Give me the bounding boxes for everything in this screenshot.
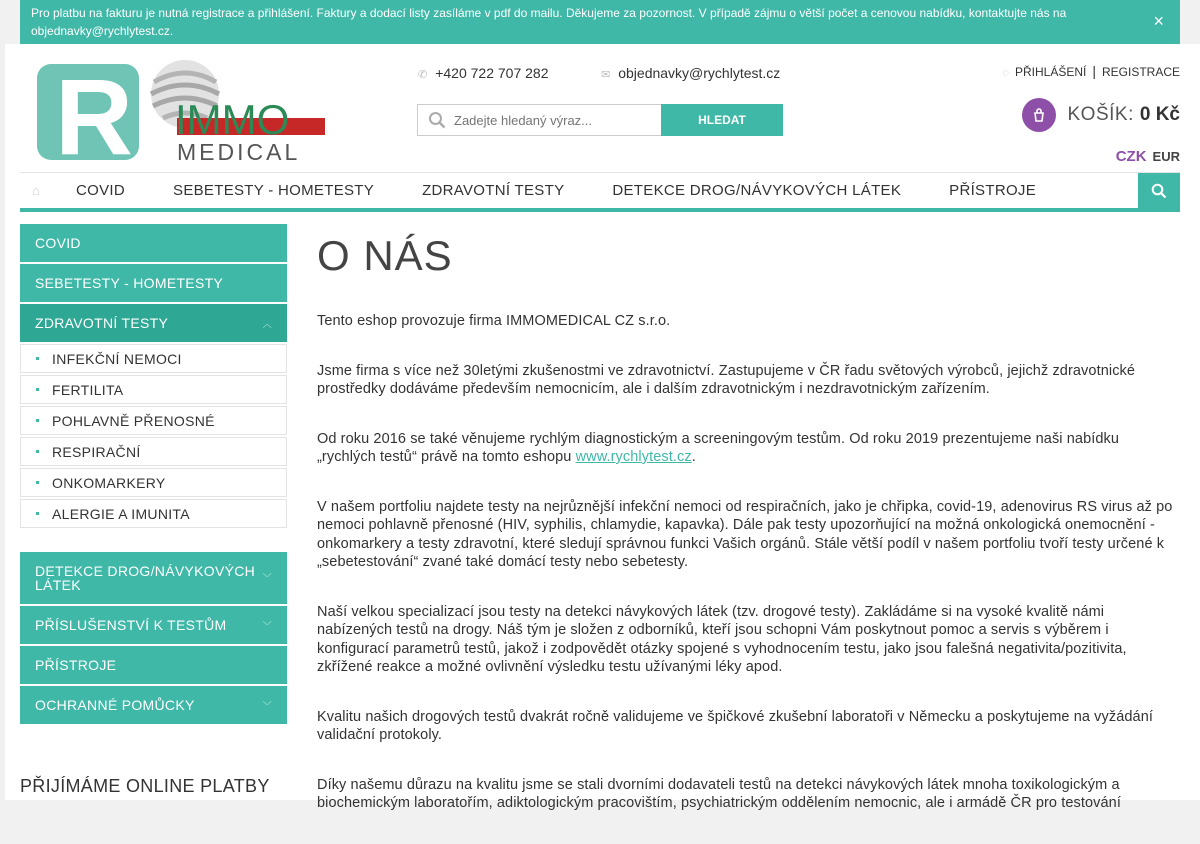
cart-label: KOŠÍK:	[1067, 104, 1134, 125]
bullet-icon	[36, 388, 39, 391]
main-content	[317, 232, 1177, 844]
subcategory-label: ONKOMARKERY	[52, 474, 166, 491]
bullet-icon	[36, 450, 39, 453]
paragraph: Naší velkou specializací jsou testy na detekci návykových látek (tzv. drogové testy). Zakládáme si na vysoké kvalitě námi nabízených testů na drogy. Náš tým je složen z odborníků, kteří jsou schopni Vám poskytnout pomoc a servis s výběrem i konfigurací parametrů testů, jakož i zodpovědět otázky spojené s vyhodnocením testu, jako jsou falešná negativita/pozitivita, zkřížené reakce a možné ovlivnění výsledku testu užívanými léky apod.	[317, 603, 1127, 675]
logo[interactable]	[37, 56, 327, 177]
category-label: COVID	[35, 235, 81, 251]
paragraph	[317, 430, 1177, 467]
page	[5, 44, 1200, 811]
chevron-down-icon: ﹀	[262, 573, 272, 583]
subcategory-label: FERTILITA	[52, 381, 124, 398]
category-label: SEBETESTY - HOMETESTY	[35, 275, 224, 291]
paragraph: Tento eshop provozuje firma IMMOMEDICAL CZ s.r.o.	[317, 313, 671, 329]
subcategory-item[interactable]	[20, 375, 287, 404]
paragraph-text: .	[691, 449, 696, 465]
chevron-up-icon: ︿	[262, 318, 272, 329]
search-field[interactable]	[417, 104, 661, 136]
sidebar-category-detekce-drog[interactable]	[20, 552, 287, 604]
paragraph: V našem portfoliu najdete testy na nejrůznější infekční nemoci od respiračních, jako je chřipka, covid-19, adenovirus RS virus až po nemoci pohlavně přenosné (HIV, syphilis, chlamydie, kapavka). Dále pak testy upozorňující na možná onkologická onemocnění - onkomarkery a testy zdravotní, které sledují správnou funkci Vašich orgánů. Stále větší podíl v našem portfoliu tvoří testy určené k „sebetestování“ zvané také domácí testy nebo sebetesty.	[317, 498, 1173, 570]
phone-icon: ✆	[418, 69, 428, 81]
subcategory-label: RESPIRAČNÍ	[52, 443, 141, 460]
account-separator: |	[1092, 63, 1096, 79]
paragraph: Kvalitu našich drogových testů dvakrát ročně validujeme ve špičkové zkušební laboratoři v Německu a poskytujeme na vyžádání validační protokoly.	[317, 708, 1153, 743]
search-icon	[428, 111, 446, 129]
category-label: DETEKCE DROG/NÁVYKOVÝCH LÁTEK	[35, 563, 256, 593]
subcategory-item[interactable]	[20, 468, 287, 497]
register-link[interactable]: REGISTRACE	[1101, 65, 1180, 79]
email-text: objednavky@rychlytest.cz	[618, 65, 781, 81]
logo-letter: R	[55, 56, 133, 177]
phone-contact[interactable]	[418, 65, 549, 81]
home-icon[interactable]: ⌂	[32, 183, 40, 198]
subcategory-item[interactable]	[20, 344, 287, 373]
paragraph-text: Od roku 2016 se také věnujeme rychlým diagnostickým a screeningovým testům. Od roku 2019 prezentujeme naši nabídku „rychlých testů“ právě na tomto eshopu	[317, 430, 1120, 465]
nav-search-button[interactable]	[1138, 173, 1180, 209]
currency-switcher	[1116, 148, 1180, 165]
sidebar-category-covid[interactable]	[20, 224, 287, 262]
paragraph: Díky našemu důrazu na kvalitu jsme se stali dvorními dodavateli testů na detekci návykových látek mnoha toxikologickým a biochemickým laboratořím, adiktologickým pracovištím, psychiatrickým oddělením nemocnic, ale i armádě ČR pro testování	[317, 776, 1121, 811]
bullet-icon	[36, 419, 39, 422]
subcategory-item[interactable]	[20, 406, 287, 435]
mail-icon: ✉	[601, 69, 611, 81]
search-form	[417, 104, 783, 136]
sidebar-category-sebetesty[interactable]	[20, 264, 287, 302]
nav-item-sebetesty[interactable]: SEBETESTY - HOMETESTY	[173, 182, 375, 199]
subcategory-item[interactable]	[20, 499, 287, 528]
sidebar-category-zdravotni-testy[interactable]	[20, 304, 287, 342]
cart-amount: 0 Kč	[1139, 104, 1180, 125]
currency-eur[interactable]: EUR	[1152, 149, 1180, 164]
paragraph: Jsme firma s více než 30letými zkušenostmi ve zdravotnictví. Zastupujeme v ČR řadu světových výrobců, jejichž zdravotnické prostředky dodáváme především nemocnicím, ale i dalším zdravotnickým i nezdravotnickým zařízením.	[317, 362, 1136, 397]
logo-word2: MEDICAL	[177, 139, 301, 165]
login-link[interactable]: PŘIHLÁŠENÍ	[1014, 65, 1087, 79]
search-icon	[1151, 183, 1167, 199]
website-link[interactable]: www.rychlytest.cz	[575, 449, 692, 465]
bullet-icon	[36, 512, 39, 515]
bullet-icon	[36, 481, 39, 484]
bullet-icon	[36, 357, 39, 360]
user-icon: ◌	[1002, 67, 1009, 79]
currency-czk[interactable]: CZK	[1115, 148, 1147, 165]
chevron-down-icon: ﹀	[262, 700, 272, 711]
nav-item-zdravotni-testy[interactable]: ZDRAVOTNÍ TESTY	[422, 182, 565, 199]
chevron-down-icon: ﹀	[262, 620, 272, 631]
search-input[interactable]	[454, 113, 644, 128]
sidebar-category-pristroje[interactable]	[20, 646, 287, 684]
subcategory-label: INFEKČNÍ NEMOCI	[52, 350, 182, 367]
nav-item-detekce-drog[interactable]: DETEKCE DROG/NÁVYKOVÝCH LÁTEK	[612, 182, 902, 199]
notice-bar	[20, 0, 1180, 44]
category-label: OCHRANNÉ POMŮCKY	[35, 697, 195, 713]
category-label: PŘÍSTROJE	[35, 657, 117, 673]
nav-item-covid[interactable]: COVID	[76, 182, 126, 199]
search-button[interactable]: HLEDAT	[661, 104, 783, 136]
cart-icon	[1022, 98, 1056, 132]
sidebar	[20, 224, 287, 726]
category-label: ZDRAVOTNÍ TESTY	[35, 315, 169, 331]
payments-heading: PŘIJÍMÁME ONLINE PLATBY	[20, 776, 270, 796]
sidebar-category-ochranne-pomucky[interactable]	[20, 686, 287, 724]
nav-item-pristroje[interactable]: PŘÍSTROJE	[949, 182, 1037, 199]
subcategory-label: POHLAVNĚ PŘENOSNÉ	[52, 412, 215, 429]
page-title: O NÁS	[317, 232, 453, 279]
subcategory-item[interactable]	[20, 437, 287, 466]
subcategory-label: ALERGIE A IMUNITA	[52, 505, 190, 522]
email-contact[interactable]	[601, 65, 780, 81]
category-label: PŘÍSLUŠENSTVÍ K TESTŮM	[35, 617, 227, 633]
top-navigation	[20, 172, 1180, 212]
sidebar-category-prislusenstvi[interactable]	[20, 606, 287, 644]
account-links	[1002, 63, 1180, 79]
logo-word1: IMMO	[175, 96, 290, 143]
notice-text: Pro platbu na fakturu je nutná registrace a přihlášení. Faktury a dodací listy zasíláme v pdf do mailu. Děkujeme za pozornost. V případě zájmu o větší počet a cenovou nabídku, kontaktujte nás na objednavky@rychlytest.cz.	[31, 6, 1067, 38]
cart-button[interactable]	[1022, 98, 1181, 132]
subcategory-list	[20, 344, 287, 528]
phone-text: +420 722 707 282	[435, 65, 549, 81]
close-icon[interactable]: ×	[1153, 11, 1164, 31]
